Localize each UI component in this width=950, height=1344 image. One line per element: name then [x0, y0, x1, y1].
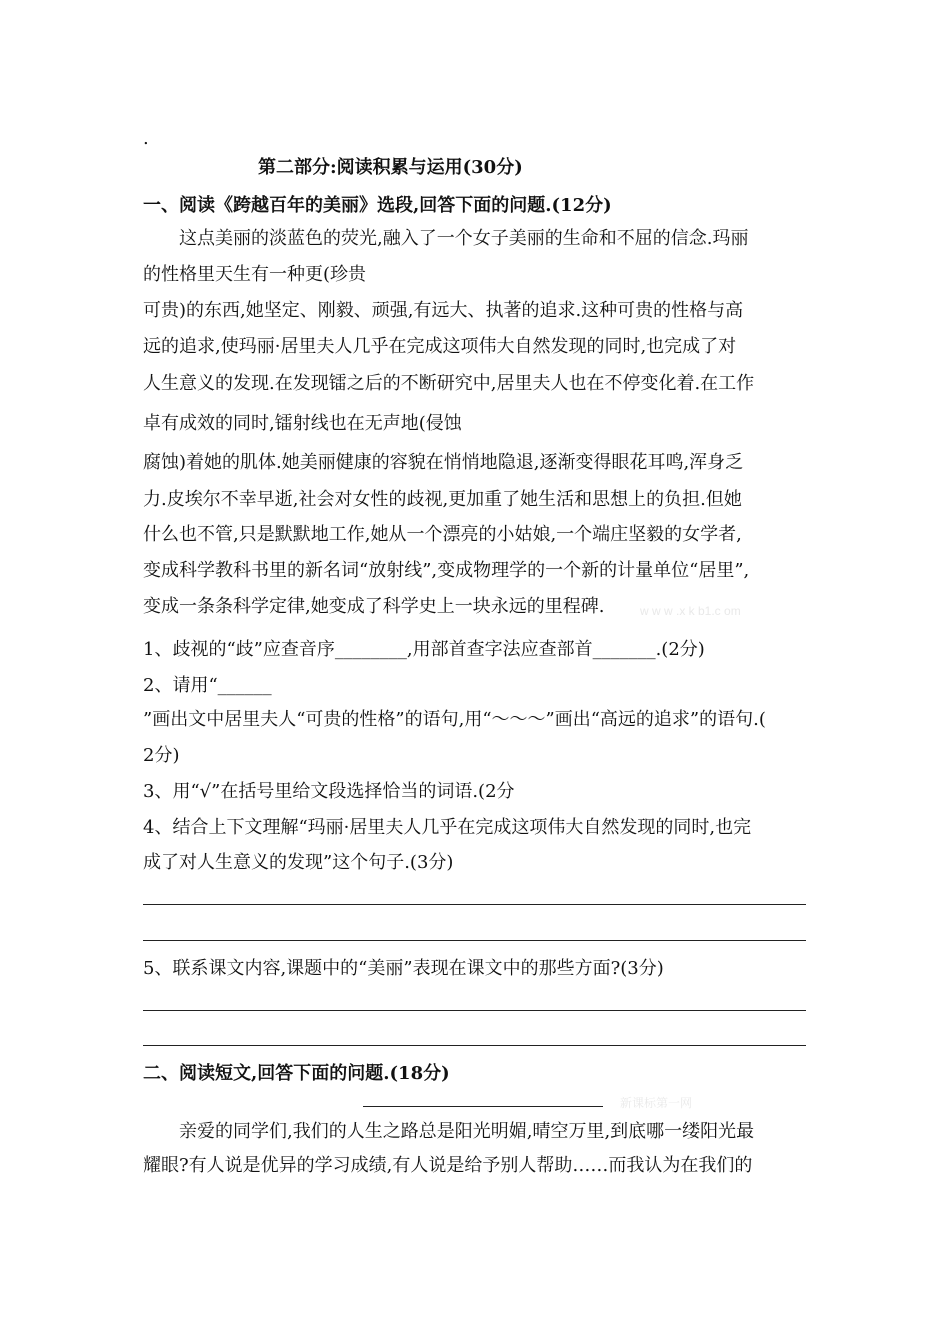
stray-dot: . — [143, 128, 149, 149]
question-4-line1: 4、结合上下文理解“玛丽·居里夫人几乎在完成这项伟大自然发现的同时,也完 — [143, 817, 752, 838]
passage-line: 可贵)的东西,她坚定、刚毅、顽强,有远大、执著的追求.这种可贵的性格与高 — [143, 300, 744, 321]
section2-title: 二、阅读短文,回答下面的问题.(18分) — [143, 1063, 450, 1084]
watermark-url: w w w .x k b1.c om — [640, 604, 741, 618]
question-1: 1、歧视的“歧”应查音序________,用部首查字法应查部首_______.(2分) — [143, 639, 705, 660]
passage-line: 亲爱的同学们,我们的人生之路总是阳光明媚,晴空万里,到底哪一缕阳光最 — [179, 1121, 755, 1142]
answer-line — [143, 940, 806, 941]
watermark-site-name: 新课标第一网 — [620, 1096, 693, 1110]
passage-line: 什么也不管,只是默默地工作,她从一个漂亮的小姑娘,一个端庄坚毅的女学者, — [143, 524, 742, 545]
question-2-line2: ”画出文中居里夫人“可贵的性格”的语句,用“～～～”画出“高远的追求”的语句.( — [143, 709, 766, 730]
passage-line: 变成一条条科学定律,她变成了科学史上一块永远的里程碑. — [143, 596, 605, 617]
question-4-line2: 成了对人生意义的发现”这个句子.(3分) — [143, 852, 454, 873]
section1-title: 一、阅读《跨越百年的美丽》选段,回答下面的问题.(12分) — [143, 195, 612, 216]
passage-line: 力.皮埃尔不幸早逝,社会对女性的歧视,更加重了她生活和思想上的负担.但她 — [143, 489, 742, 510]
passage-line: 卓有成效的同时,镭射线也在无声地(侵蚀 — [143, 413, 462, 434]
answer-line — [143, 1010, 806, 1011]
passage-line: 变成科学教科书里的新名词“放射线”,变成物理学的一个新的计量单位“居里”, — [143, 560, 750, 581]
passage-line: 人生意义的发现.在发现镭之后的不断研究中,居里夫人也在不停变化着.在工作 — [143, 373, 755, 394]
question-3: 3、用“√”在括号里给文段选择恰当的词语.(2分 — [143, 781, 515, 802]
answer-line — [143, 1045, 806, 1046]
answer-line — [143, 904, 806, 905]
passage-line: 远的追求,使玛丽·居里夫人几乎在完成这项伟大自然发现的同时,也完成了对 — [143, 336, 737, 357]
question-2-line3: 2分) — [143, 745, 180, 766]
passage-line: 腐蚀)着她的肌体.她美丽健康的容貌在悄悄地隐退,逐渐变得眼花耳鸣,浑身乏 — [143, 452, 744, 473]
part-title: 第二部分:阅读积累与运用(30分) — [258, 157, 523, 178]
question-2-line1: 2、请用“______ — [143, 675, 272, 696]
passage-line: 耀眼?有人说是优异的学习成绩,有人说是给予别人帮助……而我认为在我们的 — [143, 1155, 753, 1176]
passage-line: 这点美丽的淡蓝色的荧光,融入了一个女子美丽的生命和不屈的信念.玛丽 — [179, 228, 749, 249]
question-5: 5、联系课文内容,课题中的“美丽”表现在课文中的那些方面?(3分) — [143, 958, 664, 979]
passage-line: 的性格里天生有一种更(珍贵 — [143, 264, 367, 285]
title-blank-line — [363, 1106, 603, 1107]
